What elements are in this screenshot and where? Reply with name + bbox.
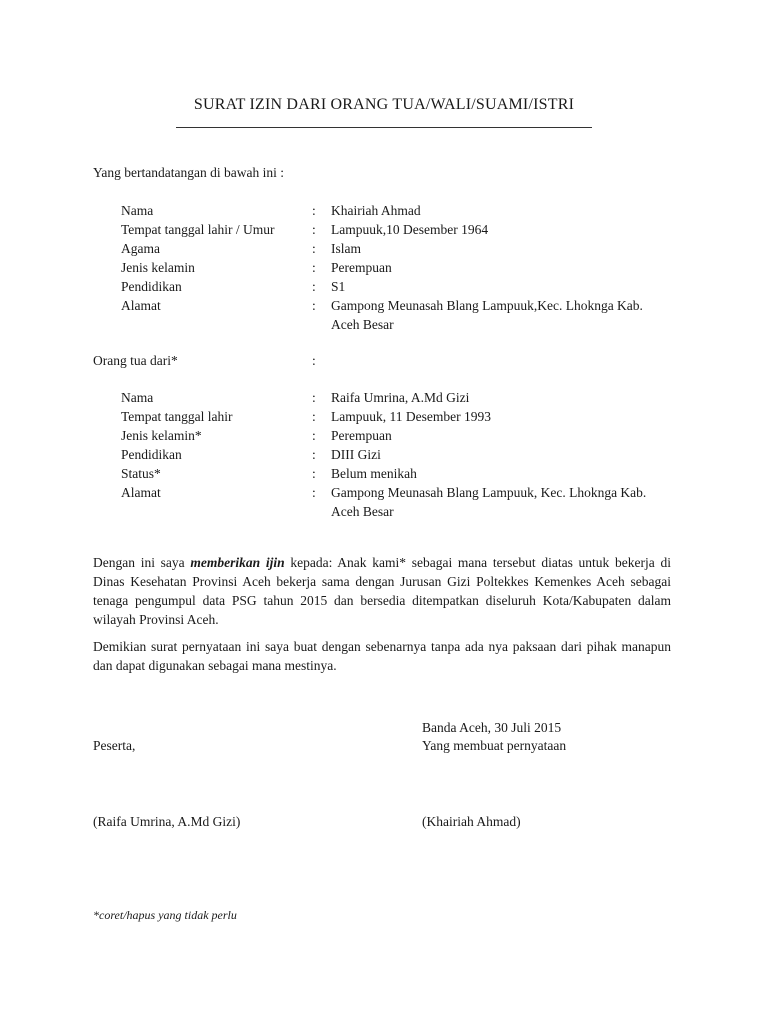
field-value: Islam [331,241,361,256]
participant-role: Peserta, [93,738,136,753]
field-colon: : [312,279,316,294]
field-value: Gampong Meunasah Blang Lampuuk,Kec. Lhoknga Kab. [331,298,643,313]
field-label: Tempat tanggal lahir / Umur [121,222,275,237]
field-value: Aceh Besar [331,504,394,519]
letter-title: SURAT IZIN DARI ORANG TUA/WALI/SUAMI/ISTRI [193,96,575,113]
field-colon: : [312,485,316,500]
field-label: Alamat [121,485,161,500]
parent-of-label: Orang tua dari* [93,353,178,368]
field-label: Nama [121,203,154,218]
field-value: Lampuuk, 11 Desember 1993 [331,409,491,424]
field-label: Jenis kelamin [121,260,195,275]
permission-emphasis: memberikan ijin [190,555,285,570]
field-value: Lampuuk,10 Desember 1964 [331,222,489,237]
permission-text-post: kepada: Anak kami* sebagai mana tersebut diatas untuk bekerja di Dinas Kesehatan Provinsi Aceh bekerja sama dengan Jurusan Gizi Poltekkes Kemenkes Aceh sebagai tenaga pengumpul data PSG tahun 2015 dan bersedia ditempatkan diseluruh Kota/Kabupaten dalam wilayah Provinsi Aceh. [93,555,671,627]
field-label: Pendidikan [121,447,182,462]
field-colon: : [312,241,316,256]
field-colon: : [312,222,316,237]
field-label: Tempat tanggal lahir [121,409,233,424]
declarant-signature-name: (Khairiah Ahmad) [422,814,521,829]
place-date: Banda Aceh, 30 Juli 2015 [422,720,562,735]
field-label: Agama [121,241,160,256]
permission-paragraph [93,553,671,629]
field-colon: : [312,447,316,462]
field-label: Status* [121,466,161,481]
field-label: Pendidikan [121,279,182,294]
field-colon: : [312,298,316,313]
field-value: Gampong Meunasah Blang Lampuuk, Kec. Lhoknga Kab. [331,485,647,500]
field-value: Raifa Umrina, A.Md Gizi [331,390,470,405]
field-value: Perempuan [331,260,392,275]
field-label: Alamat [121,298,161,313]
field-colon: : [312,390,316,405]
field-colon: : [312,428,316,443]
participant-signature-name: (Raifa Umrina, A.Md Gizi) [93,814,241,829]
field-value: Aceh Besar [331,317,394,332]
field-value: DIII Gizi [331,447,381,462]
field-label: Jenis kelamin* [121,428,202,443]
intro-text: Yang bertandatangan di bawah ini : [93,165,284,180]
footnote: *coret/hapus yang tidak perlu [93,908,237,922]
field-colon: : [312,203,316,218]
closing-paragraph: Demikian surat pernyataan ini saya buat dengan sebenarnya tanpa ada nya paksaan dari pihak manapun dan dapat digunakan sebagai mana mestinya. [93,639,671,673]
field-value: S1 [331,279,346,294]
field-colon: : [312,260,316,275]
field-value: Belum menikah [331,466,417,481]
field-label: Nama [121,390,154,405]
field-colon: : [312,409,316,424]
field-colon: : [312,353,316,368]
permission-text-pre: Dengan ini saya [93,555,191,570]
field-colon: : [312,466,316,481]
field-value: Perempuan [331,428,392,443]
declarant-role: Yang membuat pernyataan [422,738,567,753]
title-underline [176,127,592,128]
field-value: Khairiah Ahmad [331,203,421,218]
